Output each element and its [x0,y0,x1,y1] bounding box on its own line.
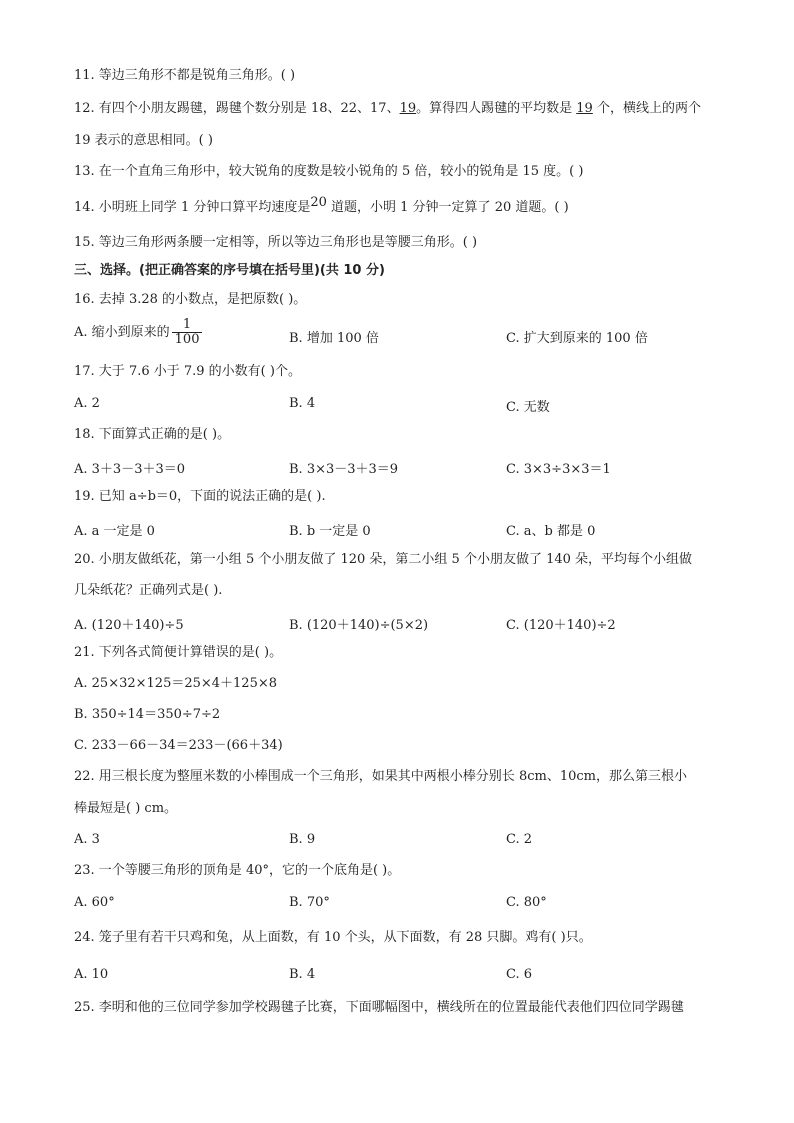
q20-option-b: B. (120＋140)÷(5×2) [289,618,429,633]
section-3-heading: 三、选择。(把正确答案的序号填在括号里)(共 10 分) [74,263,385,278]
question-23-options [74,895,734,913]
q19-option-b: B. b 一定是 0 [289,524,371,539]
q20-option-c: C. (120＋140)÷2 [506,618,616,633]
question-24: 24. 笼子里有若干只鸡和兔，从上面数，有 10 个头，从下面数，有 28 只脚。鸡有( )只。 [74,930,592,945]
q18-option-c: C. 3×3÷3×3＝1 [506,462,611,477]
question-18-options [74,458,734,476]
question-18: 18. 下面算式正确的是( )。 [74,427,231,442]
q22-option-b: B. 9 [289,832,316,847]
question-20-options [74,614,734,632]
question-11: 11. 等边三角形不都是锐角三角形。( ) [74,68,296,83]
q24-option-a: A. 10 [74,967,109,982]
question-22-line1: 22. 用三根长度为整厘米数的小棒围成一个三角形，如果其中两根小棒分别长 8cm、10cm，那么第三根小 [74,769,687,784]
q24-option-b: B. 4 [289,967,316,982]
q12-text-suffix: 个，横线上的两个 [592,101,701,116]
q16-option-b: B. 增加 100 倍 [289,331,379,346]
question-15: 15. 等边三角形两条腰一定相等，所以等边三角形也是等腰三角形。( ) [74,235,478,250]
question-19: 19. 已知 a÷b＝0，下面的说法正确的是( ). [74,489,326,504]
question-21: 21. 下列各式简便计算错误的是( )。 [74,645,283,660]
question-19-options [74,520,734,538]
q14-raised-number: 20 [310,195,327,210]
q20-option-a: A. (120＋140)÷5 [74,618,184,633]
fraction [172,318,203,347]
question-14 [74,195,734,216]
question-20-line2: 几朵纸花？正确列式是( ). [74,583,223,598]
q14-text-suffix: 道题，小明 1 分钟一定算了 20 道题。( ) [326,200,569,215]
q23-option-b: B. 70° [289,895,330,910]
question-17-options [74,396,734,414]
fraction-numerator: 1 [172,318,203,333]
question-16: 16. 去掉 3.28 的小数点，是把原数( )。 [74,292,307,307]
q17-option-a: A. 2 [74,396,100,411]
q22-option-c: C. 2 [506,832,533,847]
q21-option-b: B. 350÷14＝350÷7÷2 [74,707,221,722]
question-22-options [74,832,734,850]
q12-text-mid: 。算得四人踢毽的平均数是 [416,101,577,116]
fraction-denominator: 100 [174,332,200,347]
question-22-line2: 棒最短是( ) cm。 [74,801,178,816]
q23-option-a: A. 60° [74,895,115,910]
q21-option-c: C. 233－66－34＝233－(66＋34) [74,738,283,753]
question-16-options [74,318,734,354]
question-12-line2: 19 表示的意思相同。( ) [74,133,213,148]
q23-option-c: C. 80° [506,895,547,910]
q16-option-a-text: A. 缩小到原来的 [74,325,170,340]
q19-option-a: A. a 一定是 0 [74,524,155,539]
q12-underlined-value-2: 19 [576,101,593,116]
q22-option-a: A. 3 [74,832,100,847]
question-23: 23. 一个等腰三角形的顶角是 40°，它的一个底角是( )。 [74,863,401,878]
q24-option-c: C. 6 [506,967,533,982]
q17-option-b: B. 4 [289,396,316,411]
question-13: 13. 在一个直角三角形中，较大锐角的度数是较小锐角的 5 倍，较小的锐角是 15 度。( ) [74,164,584,179]
q18-option-a: A. 3＋3－3＋3＝0 [74,462,186,477]
question-24-options [74,967,734,985]
q16-option-c: C. 扩大到原来的 100 倍 [506,331,648,346]
question-12-line1 [74,101,734,117]
q19-option-c: C. a、b 都是 0 [506,524,596,539]
q12-underlined-value-1: 19 [399,101,417,116]
q12-text-prefix: 12. 有四个小朋友踢毽，踢毽个数分别是 18、22、17、 [74,101,400,116]
q17-option-c: C. 无数 [506,400,550,415]
question-25: 25. 李明和他的三位同学参加学校踢毽子比赛，下面哪幅图中，横线所在的位置最能代表他们四位同学踢毽 [74,1000,684,1015]
q21-option-a: A. 25×32×125＝25×4＋125×8 [74,676,278,691]
q16-option-a [74,318,202,347]
q14-text-prefix: 14. 小明班上同学 1 分钟口算平均速度是 [74,200,311,215]
q18-option-b: B. 3×3－3＋3＝9 [289,462,399,477]
question-17: 17. 大于 7.6 小于 7.9 的小数有( )个。 [74,364,301,379]
question-20-line1: 20. 小朋友做纸花，第一小组 5 个小朋友做了 120 朵，第二小组 5 个小朋友做了 140 朵，平均每个小组做 [74,552,693,567]
